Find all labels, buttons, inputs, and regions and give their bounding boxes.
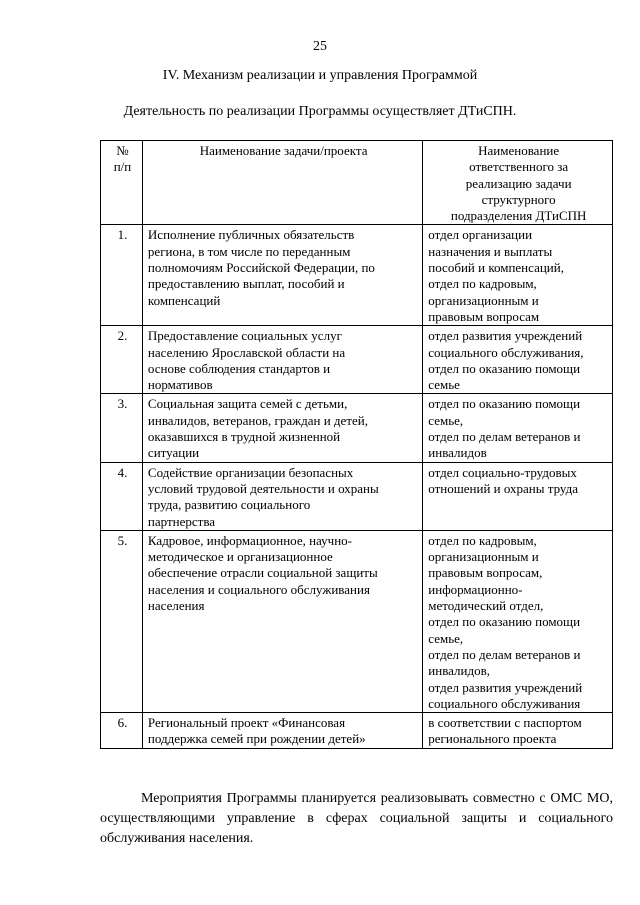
table-row (101, 530, 613, 712)
row-number: 1. (101, 225, 143, 326)
row-number: 4. (101, 462, 143, 530)
row-task: Социальная защита семей с детьми, инвалидов, ветеранов, граждан и детей, оказавшихся в трудной жизненной ситуации (142, 394, 422, 462)
row-number: 6. (101, 713, 143, 749)
row-task: Кадровое, информационное, научно- методическое и организационное обеспечение отрасли социальной защиты населения и социального обслуживания населения (142, 530, 422, 712)
table-body (101, 225, 613, 748)
row-task: Исполнение публичных обязательств региона, в том числе по переданным полномочиям Российской Федерации, по предоставлению выплат, пособий и компенсаций (142, 225, 422, 326)
table-row (101, 462, 613, 530)
row-responsible: отдел по кадровым, организационным и правовым вопросам, информационно- методический отдел, отдел по оказанию помощи семье, отдел по делам ветеранов и инвалидов, отдел развития учреждений социального обслуживания (423, 530, 613, 712)
table-row (101, 225, 613, 326)
table-row (101, 326, 613, 394)
header-number: № п/п (101, 141, 143, 225)
row-responsible: отдел по оказанию помощи семье, отдел по делам ветеранов и инвалидов (423, 394, 613, 462)
intro-paragraph: Деятельность по реализации Программы осуществляет ДТиСПН. (123, 104, 517, 119)
row-responsible: в соответствии с паспортом регионального проекта (423, 713, 613, 749)
row-number: 3. (101, 394, 143, 462)
table-header (101, 141, 613, 225)
row-responsible: отдел социально-трудовых отношений и охраны труда (423, 462, 613, 530)
table-row (101, 713, 613, 749)
tasks-table (100, 140, 613, 749)
page-number: 25 (313, 39, 327, 54)
header-row (101, 141, 613, 225)
row-task: Содействие организации безопасных условий трудовой деятельности и охраны труда, развитию социального партнерства (142, 462, 422, 530)
row-task: Региональный проект «Финансовая поддержка семей при рождении детей» (142, 713, 422, 749)
row-number: 2. (101, 326, 143, 394)
row-responsible: отдел организации назначения и выплаты пособий и компенсаций, отдел по кадровым, организационным и правовым вопросам (423, 225, 613, 326)
row-responsible: отдел развития учреждений социального обслуживания, отдел по оказанию помощи семье (423, 326, 613, 394)
row-number: 5. (101, 530, 143, 712)
closing-paragraph: Мероприятия Программы планируется реализовывать совместно с ОМС МО, осуществляющими управление в сферах социальной защиты и социального обслуживания населения. (100, 791, 613, 846)
header-task: Наименование задачи/проекта (142, 141, 422, 225)
section-title: IV. Механизм реализации и управления Программой (162, 68, 478, 83)
row-task: Предоставление социальных услуг населению Ярославской области на основе соблюдения стандартов и нормативов (142, 326, 422, 394)
table-row (101, 394, 613, 462)
header-responsible: Наименование ответственного за реализацию задачи структурного подразделения ДТиСПН (423, 141, 613, 225)
